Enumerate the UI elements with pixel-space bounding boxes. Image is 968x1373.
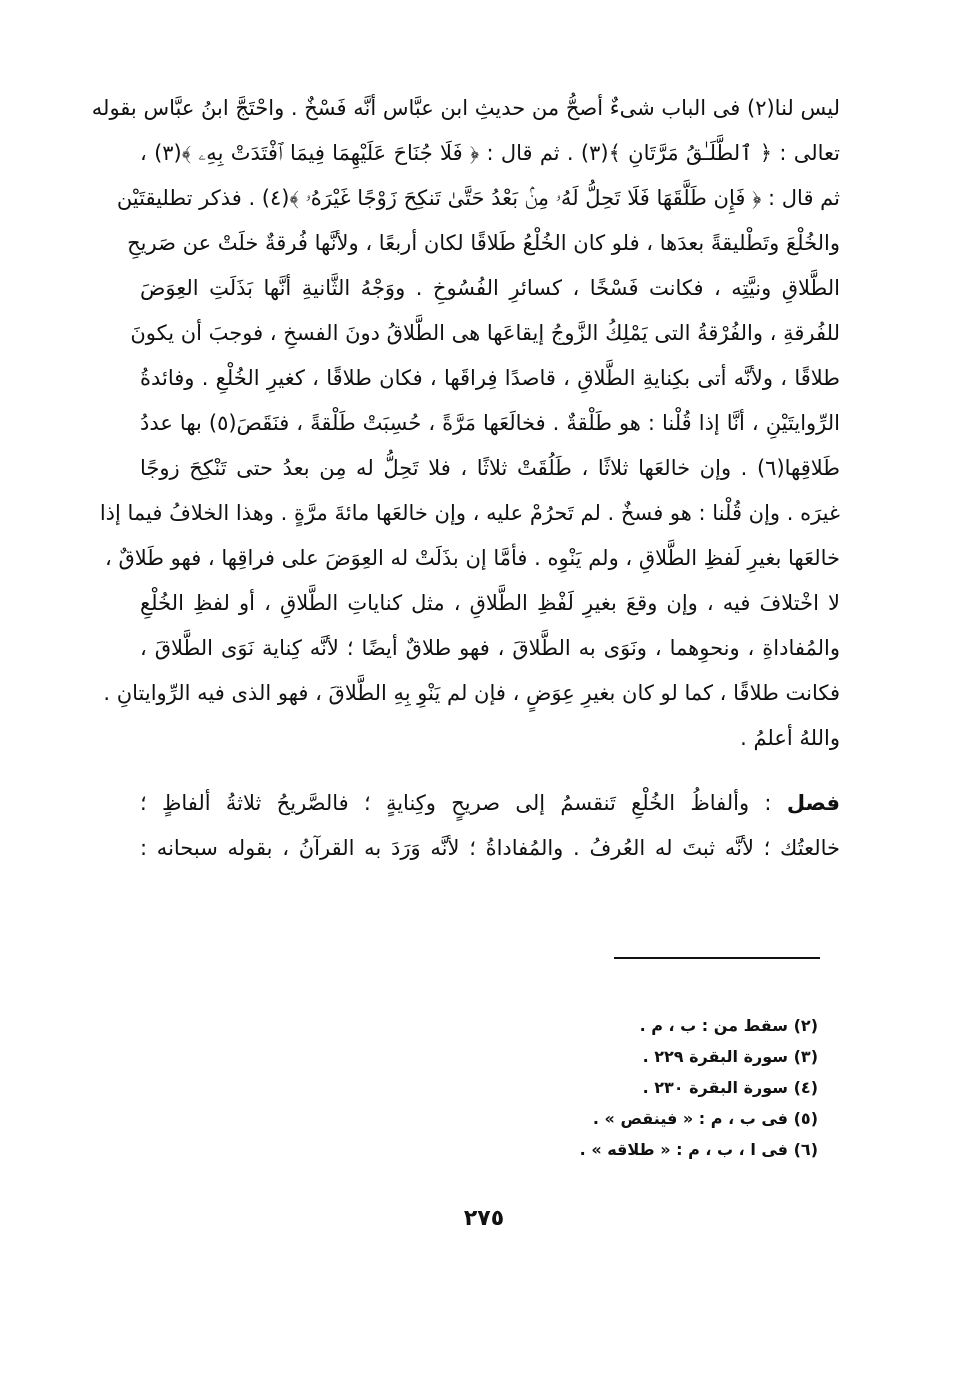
footnotes <box>418 1010 818 1165</box>
main-text <box>91 86 841 871</box>
text-line-15: واللهُ أعلمُ . <box>740 726 840 750</box>
footnote-2: (٢) سقط من : ب ، م . <box>639 1016 818 1035</box>
text-line-5: الطَّلاقِ ونيَّتِه ، فكانت فَسْخًا ، كسائرِ الفُسُوخِ . ووَجْهُ الثَّانيةِ أنَّها بَذَلَتِ العِوَضَ <box>140 276 840 300</box>
text-line-8: الرِّوايتَيْنِ ، أنَّا إذا قُلْنا : هو طَلْقةٌ . فخالَعَها مَرَّةً ، حُسِبَتْ طَلْقةً ، فنَقَصَ(٥) بها عددُ <box>140 411 840 435</box>
text-line-14: فكانت طلاقًا ، كما لو كان بغيرِ عِوَضٍ ، فإن لم يَنْوِ بِهِ الطَّلاقَ ، فهو الذى فيه الرِّوايتانِ . <box>103 681 840 705</box>
text-line-11: خالعَها بغيرِ لَفظِ الطَّلاقِ ، ولم يَنْوِه . فأمَّا إن بذَلَتْ له العِوَضَ على فراقِها ، فهو طَلاقٌ ، <box>105 546 840 570</box>
footnote-3: (٣) سورة البقرة ٢٢٩ . <box>642 1047 818 1066</box>
text-line-7: طلاقًا ، ولأنَّه أتى بكِنايةِ الطَّلاقِ ، قاصدًا فِراقَها ، فكان طلاقًا ، كغيرِ الخُلْعِ . وفائدةُ <box>140 366 840 390</box>
text-line-3: ثم قال : ﴿ فَإِن طَلَّقَهَا فَلَا تَحِلُّ لَهُۥ مِنۢ بَعْدُ حَتَّىٰ تَنكِحَ زَوْجًا غَيْرَهُۥ ﴾(٤) . فذكر تطليقتَيْن <box>116 186 840 210</box>
footnote-6: (٦) فى ا ، ب ، م : « طلاقه » . <box>579 1140 818 1159</box>
section-heading: فصل <box>786 791 840 815</box>
text-line-12: لا اخْتلافَ فيه ، وإن وقعَ بغيرِ لَفْظِ الطَّلاقِ ، مثل كناياتِ الطَّلاقِ ، أو لفظِ الخُلْعِ <box>140 591 840 615</box>
text-line-4: والخُلْعَ وتَطْليقةً بعدَها ، فلو كان الخُلْعُ طَلاقًا لكان أربعًا ، ولأنَّها فُرقةٌ خلَتْ عن صَريحِ <box>127 231 840 255</box>
section-line-1-text: : وألفاظُ الخُلْعِ تَنقسمُ إلى صريحٍ وكِنايةٍ ؛ فالصَّريحُ ثلاثةُ ألفاظٍ ؛ <box>140 791 772 815</box>
text-line-13: والمُفاداةِ ، ونحوِهما ، ونَوَى به الطَّلاقَ ، فهو طلاقٌ أيضًا ؛ لأنَّه كِناية نَوَى الطَّلاقَ ، <box>140 636 840 660</box>
section-gap <box>140 761 840 781</box>
text-line-9: طَلاقِها(٦) . وإن خالعَها ثلاثًا ، طَلُقَتْ ثلاثًا ، فلا تَحِلُّ له مِن بعدُ حتى تَنْكِحَ زوجًا <box>140 456 840 480</box>
section-line-2: خالعتُك ؛ لأنَّه ثبتَ له العُرفُ . والمُفاداةُ ؛ لأنَّه وَرَدَ به القرآنُ ، بقوله سبحانه : <box>140 836 840 860</box>
text-line-10: غيرَه . وإن قُلْنا : هو فسخٌ . لم تَحرُمْ عليه ، وإن خالعَها مائةَ مرَّةٍ . وهذا الخلافُ فيما إذا <box>99 501 840 525</box>
footnote-4: (٤) سورة البقرة ٢٣٠ . <box>642 1078 818 1097</box>
text-line-2: تعالى : ﴿ ٱلطَّلَـٰقُ مَرَّتَانِ ﴾(٣) . ثم قال : ﴿ فَلَا جُنَاحَ عَلَيْهِمَا فِيمَا ٱفْتَدَتْ بِهِۦ ﴾(٣) ، <box>140 141 841 165</box>
section-line-1 <box>140 781 840 826</box>
page-number: ٢٧٥ <box>463 1206 505 1231</box>
text-line-1: ليس لنا(٢) فى الباب شىءٌ أصحُّ من حديثِ ابن عبَّاس أنَّه فَسْخٌ . واحْتَجَّ ابنُ عبَّاس بقوله <box>91 96 840 120</box>
text-line-6: للفُرقةِ ، والفُرْقةُ التى يَمْلِكُ الزَّوجُ إيقاعَها هى الطَّلاقُ دونَ الفسخِ ، فوجبَ أن يكونَ <box>130 321 840 345</box>
footnote-divider <box>614 957 820 959</box>
footnote-5: (٥) فى ب ، م : « فينقص » . <box>592 1109 818 1128</box>
